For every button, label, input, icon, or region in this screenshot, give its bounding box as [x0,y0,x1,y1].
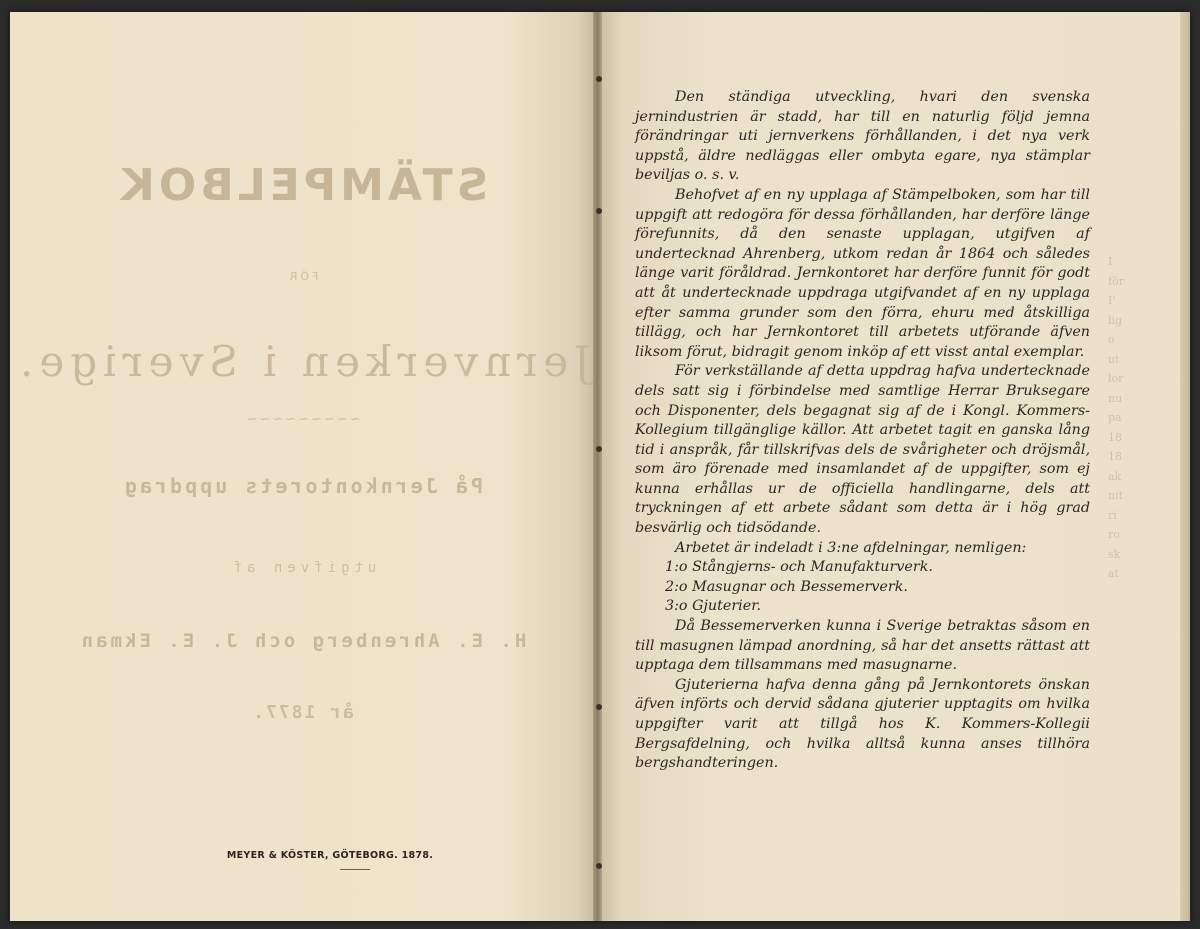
show-through-commission: På Jernkontorets uppdrag [122,474,483,498]
paragraph-1: Den ständiga utveckling, hvari den svenska jernindustrien är stadd, har till en naturlig följd jemna förändringar uti jernverkens förhållanden, i det nya verk uppstå, äldre nedläggas eller ombyta egare, nya stämplar beviljas o. s. v. [635,89,1090,184]
paragraph-3: För verkställande af detta uppdrag hafva undertecknade dels satt sig i förbindelse med samtlige Herrar Bruksegare och Disponenter, dels begagnat sig af de i Kongl. Kommers-Kollegium tillgänglige källor. Att arbetet tagit en ganska lång tid i anspråk, får tillskrifvas dels de svårigheter och dröjsmål, som äro förenade med insamlandet af de uppgifter, som ej kunna erhållas ur de officiella handlingarne, dels att tryckningen af ett arbete sådant som detta är i hög grad besvärlig och tidsödande. [635,363,1090,537]
book-spread [10,12,1190,921]
left-page [10,12,595,921]
show-through-ornament: ~~~~~~~~~ [244,412,361,427]
preface-text [635,88,1090,774]
right-page [600,12,1180,921]
show-through-authors: H. E. Ahrenberg och J. E. Ekman [78,630,527,652]
show-through-edge: I för I' lig o ut lor nu pa 18 18 ak nit ri ro sk at [1108,255,1124,580]
binding-stitch [596,704,602,710]
binding-stitch [596,208,602,214]
show-through-title: STÄMPELBOK [116,160,489,211]
paragraph-4: Arbetet är indeladt i 3:ne afdelningar, nemligen: [675,539,1027,556]
binding-stitch [596,446,602,452]
paragraph-5: Då Bessemerverken kunna i Sverige betraktas såsom en till masugnen lämpad anordning, så har det ansetts rättast att upptaga dem tillsammans med masugnarne. [635,618,1090,674]
show-through-year: år 1877. [251,702,354,723]
book-gutter [593,12,602,921]
paragraph-6: Gjuterierna hafva denna gång på Jernkontorets önskan äfven införts och dervid sådana gjuterier upptagits om hvilka uppgifter varit att tillgå hos K. Kommers-Kollegii Bergsafdelning, och hvilka alltså kunna anses tillhöra bergshandteringen. [635,676,1090,772]
imprint-rule [340,869,370,870]
show-through-publisher: utgifven af [228,560,377,576]
list-item-1: 1:o Stångjerns- och Manufakturverk. [665,559,933,576]
printer-imprint: MEYER & KÖSTER, GÖTEBORG. 1878. [226,850,434,861]
show-through-for: FÖR [286,270,319,283]
binding-stitch [596,76,602,82]
list-item-2: 2:o Masugnar och Bessemerverk. [665,578,908,595]
paragraph-2: Behofvet af en ny upplaga af Stämpelboken, som har till uppgift att redogöra för dessa förhållanden, har derföre länge förefunnits, då den senaste upplagan, utgifven af undertecknad Ahrenberg, utkom redan år 1864 och således länge varit föråldrad. Jernkontoret har derföre funnit för godt att åt undertecknade uppdraga utgifvandet af en ny upplaga efter samma grunder som den förra, ehuru med åtskilliga tillägg, och har Jernkontoret till arbetets utförande äfven liksom förut, bidragit genom inköp af ett visst antal exemplar. [635,186,1090,360]
binding-stitch [596,863,602,869]
list-item-3: 3:o Gjuterier. [665,598,762,615]
page-edge [1180,12,1190,921]
show-through-subtitle: Jernverken i Sverige. [14,337,591,386]
